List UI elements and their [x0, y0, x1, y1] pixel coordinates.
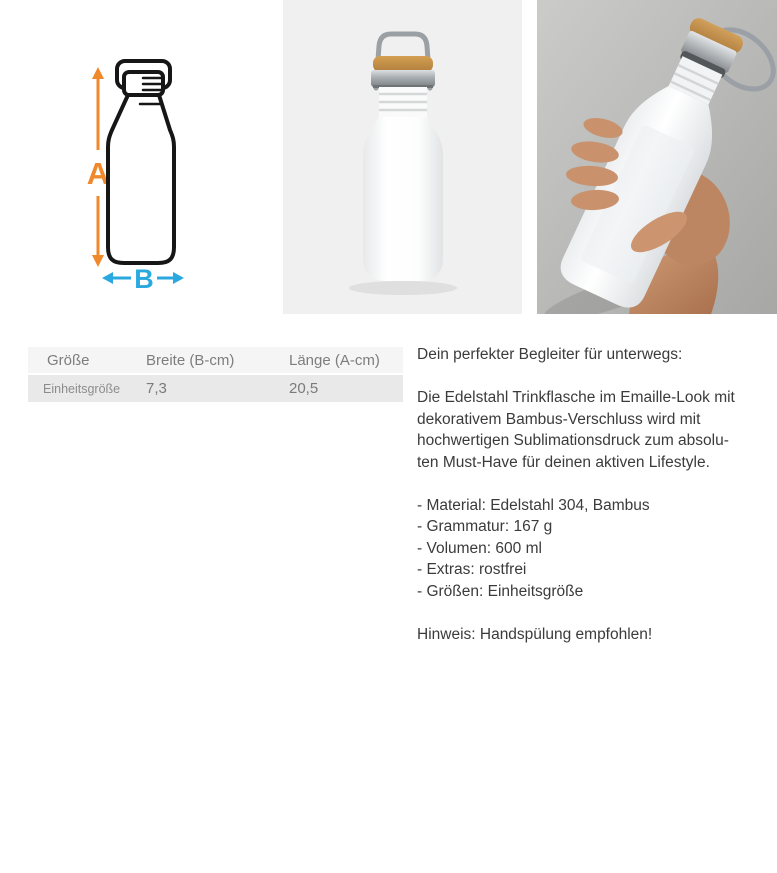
bamboo-lid	[373, 56, 433, 72]
label-b: B	[134, 264, 154, 294]
description-line: hochwertigen Sublimationsdruck zum absolu-	[417, 432, 729, 449]
description-line: - Material: Edelstahl 304, Bambus	[417, 496, 650, 514]
size-value-name: Einheitsgröße	[43, 381, 121, 396]
description-line	[417, 473, 767, 495]
bottle-in-hand-photo	[537, 0, 777, 314]
size-value-breite: 7,3	[146, 380, 167, 397]
bottle-body	[363, 117, 443, 281]
description-line: - Größen: Einheitsgröße	[417, 582, 584, 600]
size-value-laenge: 20,5	[289, 380, 319, 397]
lid-metal-band	[371, 70, 435, 87]
description-line: - Volumen: 600 ml	[417, 539, 542, 557]
hand-photo-image[interactable]	[537, 0, 777, 314]
description-line: dekorativem Bambus-Verschluss wird mit	[417, 410, 701, 428]
bottle-shadow	[349, 281, 457, 295]
size-table-row	[28, 375, 403, 402]
size-table-header-laenge: Länge (A-cm)	[289, 351, 380, 369]
description-line: Die Edelstahl Trinkflasche im Emaille-Look mit	[417, 389, 735, 406]
product-description	[417, 344, 767, 645]
bottle-neck	[379, 87, 427, 118]
description-line: ten Must-Have für deinen aktiven Lifestyle.	[417, 453, 710, 471]
dimension-diagram-image[interactable]	[0, 0, 283, 314]
description-line: Dein perfekter Begleiter für unterwegs:	[417, 346, 683, 363]
size-table-header-groesse: Größe	[47, 351, 90, 369]
bottle-product-photo	[283, 0, 522, 314]
label-a: A	[86, 156, 110, 191]
description-line: Hinweis: Handspülung empfohlen!	[417, 625, 653, 643]
size-table-header-breite: Breite (B-cm)	[146, 351, 235, 369]
product-photo-image[interactable]	[283, 0, 522, 314]
size-table	[28, 347, 403, 402]
description-line	[417, 602, 767, 624]
description-line	[417, 366, 767, 388]
description-line: - Grammatur: 167 g	[417, 518, 553, 535]
size-table-header-row	[28, 347, 403, 373]
description-line: - Extras: rostfrei	[417, 561, 527, 578]
bottle-outline-drawing	[0, 0, 283, 314]
bottle-outline	[108, 61, 174, 263]
